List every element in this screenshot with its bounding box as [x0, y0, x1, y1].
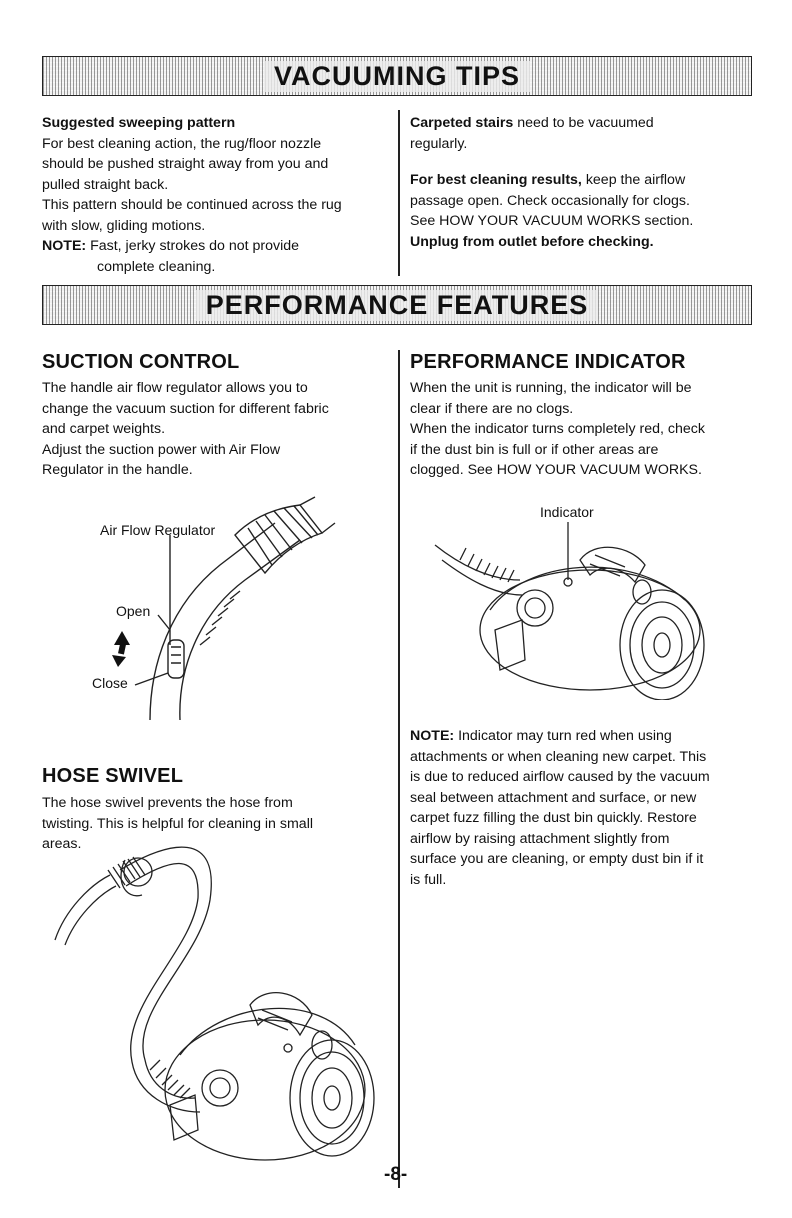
suction-line: and carpet weights.	[42, 421, 166, 437]
sweeping-pattern-section	[42, 113, 394, 277]
suction-control-text	[42, 378, 394, 481]
best-results-rest: keep the airflow	[581, 172, 686, 188]
suction-line: Adjust the suction power with Air Flow	[42, 441, 281, 458]
indicator-note	[410, 726, 755, 890]
sweeping-line: For best cleaning action, the rug/floor nozzle	[42, 135, 322, 152]
suction-control-heading: SUCTION CONTROL	[42, 351, 240, 373]
indicator-note-line: carpet fuzz filling the dust bin quickly. Restore	[410, 810, 697, 826]
swivel-line: The hose swivel prevents the hose from	[42, 795, 293, 811]
close-label: Close	[92, 675, 128, 691]
performance-indicator-text	[410, 378, 755, 481]
best-results-bold: For best cleaning results,	[410, 172, 582, 188]
stairs-section	[410, 113, 755, 252]
sweeping-note	[42, 236, 394, 257]
suction-line: change the vacuum suction for different fabric	[42, 400, 329, 417]
best-results-line: passage open. Check occasionally for clogs.	[410, 192, 690, 209]
tips-column-divider	[398, 110, 400, 276]
indicator-line: clogged. See HOW YOUR VACUUM WORKS.	[410, 462, 702, 478]
indicator-line: if the dust bin is full or if other areas are	[410, 441, 659, 458]
swivel-line: areas.	[42, 836, 82, 852]
indicator-note-line: seal between attachment and surface, or new	[410, 789, 697, 806]
sweeping-line: This pattern should be continued across the rug	[42, 197, 342, 213]
suction-line: Regulator in the handle.	[42, 462, 193, 478]
indicator-label: Indicator	[540, 504, 594, 520]
performance-features-title: PERFORMANCE FEATURES	[196, 290, 599, 321]
hose-swivel-illustration	[50, 840, 390, 1165]
indicator-note-line: attachments or when cleaning new carpet. This	[410, 748, 707, 765]
note-text: Indicator may turn red when using	[454, 728, 672, 744]
sweeping-note-line: complete cleaning.	[97, 258, 216, 275]
indicator-note-line: surface you are cleaning, or empty dust bin if it	[410, 851, 704, 867]
sweeping-line: with slow, gliding motions.	[42, 217, 206, 234]
page-number: -8-	[384, 1164, 408, 1185]
carpeted-stairs-rest: need to be vacuumed	[513, 115, 654, 131]
features-column-divider	[398, 350, 400, 1188]
indicator-note-line: is full.	[410, 871, 447, 888]
indicator-line: clear if there are no clogs.	[410, 400, 574, 417]
sweeping-heading: Suggested sweeping pattern	[42, 115, 236, 131]
indicator-line: When the unit is running, the indicator will be	[410, 380, 692, 396]
carpeted-stairs-bold: Carpeted stairs	[410, 115, 514, 131]
indicator-note-line: is due to reduced airflow caused by the vacuum	[410, 769, 710, 785]
best-results-text	[410, 170, 755, 191]
air-flow-regulator-label: Air Flow Regulator	[100, 522, 216, 538]
carpeted-stairs-line: regularly.	[410, 135, 468, 152]
note-text: Fast, jerky strokes do not provide	[86, 238, 300, 254]
vacuuming-tips-title: VACUUMING TIPS	[264, 61, 530, 92]
sweeping-line: should be pushed straight away from you and	[42, 156, 329, 172]
carpeted-stairs-text	[410, 113, 755, 134]
note-label: NOTE:	[42, 238, 87, 254]
open-label: Open	[116, 603, 151, 619]
vacuuming-tips-banner	[42, 56, 752, 96]
best-results-line: See HOW YOUR VACUUM WORKS section.	[410, 213, 694, 229]
note-label: NOTE:	[410, 728, 455, 744]
sweeping-line: pulled straight back.	[42, 176, 169, 193]
hose-swivel-heading: HOSE SWIVEL	[42, 765, 184, 787]
indicator-note-first	[410, 726, 755, 747]
performance-features-banner	[42, 285, 752, 325]
performance-indicator-illustration	[430, 520, 720, 700]
unplug-warning: Unplug from outlet before checking.	[410, 233, 654, 250]
indicator-note-line: airflow by raising attachment slightly from	[410, 830, 670, 847]
swivel-line: twisting. This is helpful for cleaning in small	[42, 815, 313, 832]
suction-line: The handle air flow regulator allows you to	[42, 380, 308, 396]
performance-indicator-heading: PERFORMANCE INDICATOR	[410, 351, 686, 373]
indicator-line: When the indicator turns completely red, check	[410, 421, 705, 437]
